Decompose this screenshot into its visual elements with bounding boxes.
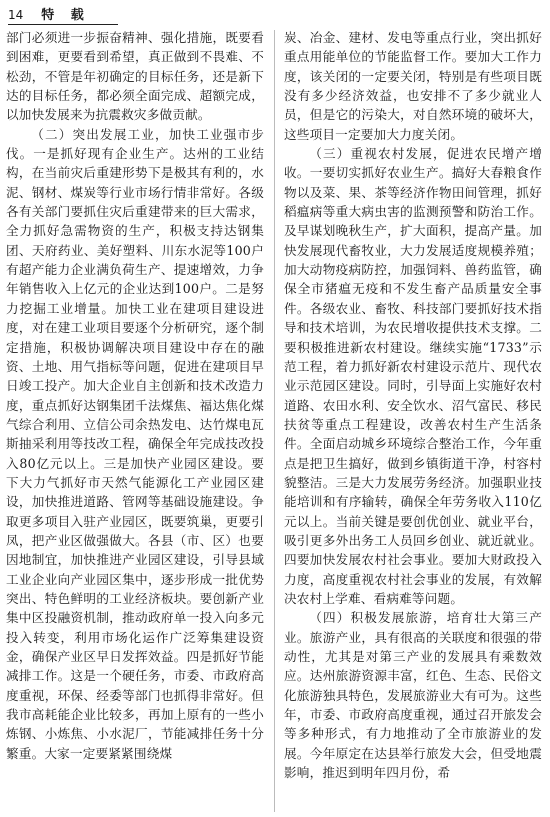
right-column [284,28,542,812]
right-paragraph-2: （三）重视农村发展，促进农民增产增收。一要切实抓好农业生产。搞好大春粮食作物以及菜、果、茶等经济作物田间管理，抓好稻瘟病等重大病虫害的监测预警和防治工作。及早谋划晚秋生产，扩大面积，提高产量。加快发展现代畜牧业，大力发展适度规模养殖；加大动物疫病防控，加强饲料、兽药监管，确保全市猪瘟无疫和不发生畜产品质量安全事件。各级农业、畜牧、科技部门要抓好技术指导和技术培训，为农民增收提供技术支撑。二要积极推进新农村建设。继续实施“1733”示范工程，着力抓好新农村建设示范片、现代农业示范园区建设。同时，引导面上实施好农村道路、农田水利、安全饮水、沼气富民、移民扶贫等重点工程建设，改善农村生产生活条件。全面启动城乡环境综合整治工作，今年重点是把卫生搞好，做到乡镇街道干净，村容村貌整洁。三是大力发展劳务经济。加强职业技能培训和有序输转，确保全年劳务收入110亿元以上。当前关键是要创优创业、就业平台，吸引更多外出务工人员回乡创业、就近就业。四要加快发展农村社会事业。要加大财政投入力度，高度重视农村社会事业的发展，有效解决农村上学难、看病难等问题。 [284,146,542,606]
page-header [8,4,118,25]
page-number: 14 [8,8,24,22]
right-paragraph-1: 炭、冶金、建材、发电等重点行业，突出抓好重点用能单位的节能监督工作。要加大工作力度，该关闭的一定要关闭，特别是有些项目既没有多少经济效益，也安排不了多少就业人员，但是它的污染大，对自然环境的破坏大，这些项目一定要加大力度关闭。 [284,30,542,142]
left-column [6,28,264,812]
left-paragraph-1: 部门必须进一步振奋精神、强化措施，既要看到困难，更要看到希望，真正做到不畏难、不松劲，不管是年初确定的目标任务，还是新下达的目标任务，都必须全面完成、超额完成，以加快发展来为抗震救灾多做贡献。 [6,30,264,123]
left-paragraph-2: （二）突出发展工业，加快工业强市步伐。一是抓好现有企业生产。达州的工业结构，在当前灾后重建形势下是极其有利的，水泥、钢材、煤炭等行业市场行情非常好。各级各有关部门要抓住灾后重建带来的巨大需求，全力抓好急需物资的生产，积极支持达钢集团、天府药业、美好塑料、川东水泥等100户有超产能力企业满负荷生产、提速增效，力争年销售收入上亿元的企业达到100户。二是努力挖掘工业增量。加快工业在建项目建设进度，对在建工业项目要逐个分析研究，逐个制定措施，积极协调解决项目建设中存在的融资、土地、用气指标等问题，促进在建项目早日竣工投产。加大企业自主创新和技术改造力度，重点抓好达钢集团千法煤焦、福达焦化煤气综合利用、立信公司余热发电、达竹煤电瓦斯抽采利用等技改工程，确保全年完成技改投入80亿元以上。三是加快产业园区建设。要下大力气抓好市天然气能源化工产业园区建设，加快推进道路、管网等基础设施建设。争取更多项目入驻产业园区，既要筑巢，更要引凤，把产业区做强做大。各县（市、区）也要因地制宜，加快推进产业园区建设，引导县域工业企业向产业园区集中，逐步形成一批优势突出、特色鲜明的工业经济板块。要创新产业集中区投融资机制，推动政府单一投入向多元投入转变，利用市场化运作广泛筹集建设资金，确保产业区早日发挥效益。四是抓好节能减排工作。这是一个硬任务，市委、市政府高度重视，环保、经委等部门也抓得非常好。但我市高耗能企业比较多，再加上原有的一些小炼钢、小炼焦、小水泥厂，节能减排任务十分繁重。大家一定要紧紧围绕煤 [6,126,264,761]
section-title: 特 载 [41,8,90,23]
right-paragraph-3: （四）积极发展旅游，培育壮大第三产业。旅游产业，具有很高的关联度和很强的带动性，尤其是对第三产业的发展具有乘数效应。达州旅游资源丰富，红色、生态、民俗文化旅游独具特色，发展旅游业大有可为。这些年，市委、市政府高度重视，通过召开旅发会等多种形式，有力地推动了全市旅游业的发展。今年原定在达县举行旅发大会，但受地震影响，推迟到明年四月份，希 [284,610,542,781]
column-divider [274,30,275,812]
